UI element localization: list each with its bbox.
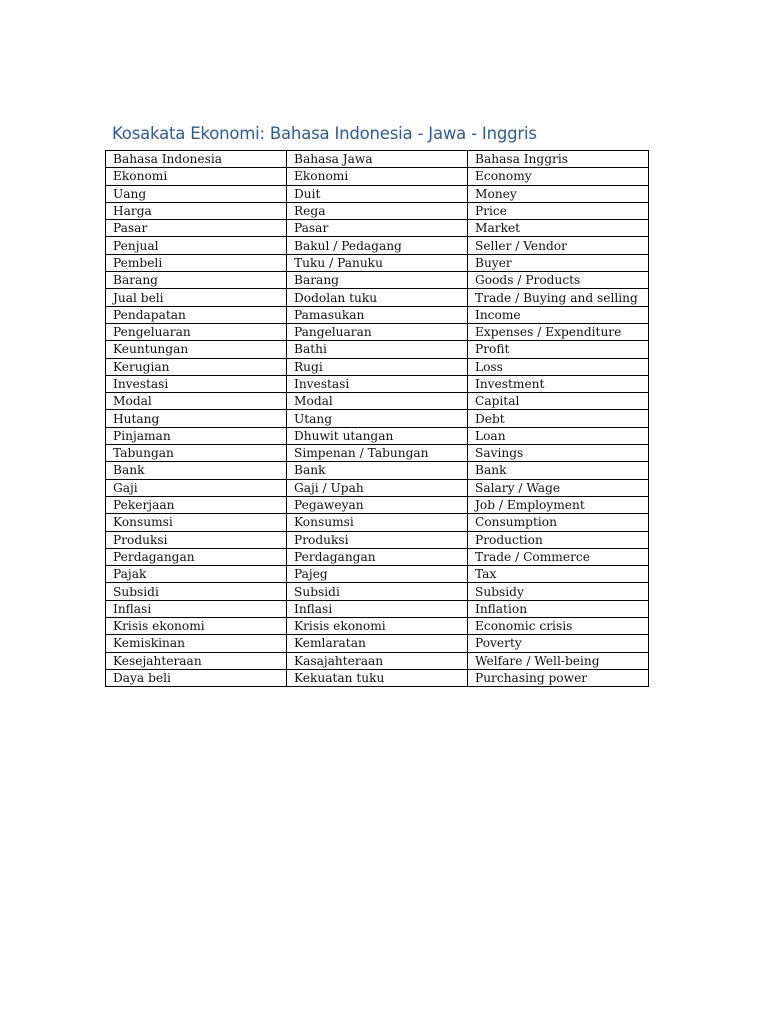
inggris-cell: Tax <box>468 566 649 583</box>
jawa-cell: Pegaweyan <box>287 496 468 513</box>
jawa-cell: Bathi <box>287 341 468 358</box>
indonesia-cell: Uang <box>106 185 287 202</box>
jawa-cell: Bakul / Pedagang <box>287 237 468 254</box>
table-row <box>106 514 649 531</box>
table-row <box>106 669 649 686</box>
jawa-cell: Rugi <box>287 358 468 375</box>
indonesia-cell: Ekonomi <box>106 168 287 185</box>
indonesia-cell: Keuntungan <box>106 341 287 358</box>
indonesia-cell: Pinjaman <box>106 427 287 444</box>
jawa-cell: Kekuatan tuku <box>287 669 468 686</box>
indonesia-cell: Pajak <box>106 566 287 583</box>
indonesia-cell: Konsumsi <box>106 514 287 531</box>
indonesia-cell: Penjual <box>106 237 287 254</box>
indonesia-cell: Inflasi <box>106 600 287 617</box>
indonesia-cell: Pasar <box>106 220 287 237</box>
table-row <box>106 410 649 427</box>
jawa-cell: Bank <box>287 462 468 479</box>
jawa-cell: Subsidi <box>287 583 468 600</box>
jawa-cell: Pangeluaran <box>287 323 468 340</box>
indonesia-cell: Tabungan <box>106 445 287 462</box>
jawa-cell: Pajeg <box>287 566 468 583</box>
inggris-cell: Profit <box>468 341 649 358</box>
indonesia-cell: Perdagangan <box>106 548 287 565</box>
inggris-cell: Money <box>468 185 649 202</box>
table-row <box>106 375 649 392</box>
jawa-cell: Inflasi <box>287 600 468 617</box>
inggris-cell: Investment <box>468 375 649 392</box>
jawa-cell: Produksi <box>287 531 468 548</box>
jawa-cell: Tuku / Panuku <box>287 254 468 271</box>
jawa-cell: Dhuwit utangan <box>287 427 468 444</box>
jawa-cell: Investasi <box>287 375 468 392</box>
indonesia-cell: Investasi <box>106 375 287 392</box>
jawa-cell: Modal <box>287 393 468 410</box>
table-row <box>106 393 649 410</box>
inggris-cell: Income <box>468 306 649 323</box>
indonesia-cell: Jual beli <box>106 289 287 306</box>
indonesia-cell: Pekerjaan <box>106 496 287 513</box>
indonesia-cell: Subsidi <box>106 583 287 600</box>
jawa-cell: Krisis ekonomi <box>287 618 468 635</box>
table-row <box>106 254 649 271</box>
table-row <box>106 496 649 513</box>
inggris-cell: Purchasing power <box>468 669 649 686</box>
inggris-cell: Consumption <box>468 514 649 531</box>
table-row <box>106 445 649 462</box>
table-row <box>106 341 649 358</box>
indonesia-cell: Krisis ekonomi <box>106 618 287 635</box>
inggris-cell: Seller / Vendor <box>468 237 649 254</box>
inggris-cell: Market <box>468 220 649 237</box>
indonesia-cell: Harga <box>106 202 287 219</box>
inggris-cell: Inflation <box>468 600 649 617</box>
table-row <box>106 583 649 600</box>
table-row <box>106 600 649 617</box>
jawa-cell: Duit <box>287 185 468 202</box>
table-body <box>106 151 649 687</box>
jawa-cell: Pamasukan <box>287 306 468 323</box>
indonesia-cell: Daya beli <box>106 669 287 686</box>
table-row <box>106 548 649 565</box>
table-row <box>106 202 649 219</box>
table-row <box>106 635 649 652</box>
inggris-cell: Price <box>468 202 649 219</box>
indonesia-cell: Kerugian <box>106 358 287 375</box>
inggris-cell: Welfare / Well-being <box>468 652 649 669</box>
inggris-cell: Production <box>468 531 649 548</box>
inggris-cell: Trade / Buying and selling <box>468 289 649 306</box>
inggris-cell: Bank <box>468 462 649 479</box>
inggris-cell: Economy <box>468 168 649 185</box>
table-row <box>106 652 649 669</box>
inggris-cell: Capital <box>468 393 649 410</box>
inggris-cell: Poverty <box>468 635 649 652</box>
inggris-cell: Job / Employment <box>468 496 649 513</box>
indonesia-cell: Bank <box>106 462 287 479</box>
table-row <box>106 168 649 185</box>
table-row <box>106 358 649 375</box>
indonesia-cell: Pengeluaran <box>106 323 287 340</box>
jawa-cell: Ekonomi <box>287 168 468 185</box>
vocabulary-table <box>105 150 649 687</box>
table-row <box>106 566 649 583</box>
inggris-cell: Goods / Products <box>468 272 649 289</box>
table-row <box>106 618 649 635</box>
table-row <box>106 306 649 323</box>
jawa-cell: Rega <box>287 202 468 219</box>
indonesia-cell: Gaji <box>106 479 287 496</box>
table-row <box>106 237 649 254</box>
jawa-cell: Perdagangan <box>287 548 468 565</box>
indonesia-cell: Hutang <box>106 410 287 427</box>
inggris-cell: Loss <box>468 358 649 375</box>
inggris-cell: Trade / Commerce <box>468 548 649 565</box>
table-row <box>106 462 649 479</box>
inggris-cell: Subsidy <box>468 583 649 600</box>
indonesia-cell: Pembeli <box>106 254 287 271</box>
inggris-cell: Loan <box>468 427 649 444</box>
table-row <box>106 272 649 289</box>
jawa-cell: Gaji / Upah <box>287 479 468 496</box>
header-cell-jawa: Bahasa Jawa <box>287 151 468 168</box>
table-row <box>106 289 649 306</box>
table-row <box>106 427 649 444</box>
indonesia-cell: Kemiskinan <box>106 635 287 652</box>
inggris-cell: Salary / Wage <box>468 479 649 496</box>
table-row <box>106 323 649 340</box>
indonesia-cell: Kesejahteraan <box>106 652 287 669</box>
inggris-cell: Savings <box>468 445 649 462</box>
table-header-row <box>106 151 649 168</box>
inggris-cell: Buyer <box>468 254 649 271</box>
table-row <box>106 185 649 202</box>
header-cell-indonesia: Bahasa Indonesia <box>106 151 287 168</box>
jawa-cell: Barang <box>287 272 468 289</box>
jawa-cell: Simpenan / Tabungan <box>287 445 468 462</box>
indonesia-cell: Pendapatan <box>106 306 287 323</box>
table-row <box>106 531 649 548</box>
jawa-cell: Utang <box>287 410 468 427</box>
inggris-cell: Expenses / Expenditure <box>468 323 649 340</box>
indonesia-cell: Produksi <box>106 531 287 548</box>
jawa-cell: Dodolan tuku <box>287 289 468 306</box>
jawa-cell: Kemlaratan <box>287 635 468 652</box>
indonesia-cell: Modal <box>106 393 287 410</box>
header-cell-inggris: Bahasa Inggris <box>468 151 649 168</box>
inggris-cell: Debt <box>468 410 649 427</box>
jawa-cell: Kasajahteraan <box>287 652 468 669</box>
jawa-cell: Pasar <box>287 220 468 237</box>
inggris-cell: Economic crisis <box>468 618 649 635</box>
indonesia-cell: Barang <box>106 272 287 289</box>
jawa-cell: Konsumsi <box>287 514 468 531</box>
document-title: Kosakata Ekonomi: Bahasa Indonesia - Jawa - Inggris <box>112 124 537 143</box>
table-row <box>106 479 649 496</box>
table-row <box>106 220 649 237</box>
